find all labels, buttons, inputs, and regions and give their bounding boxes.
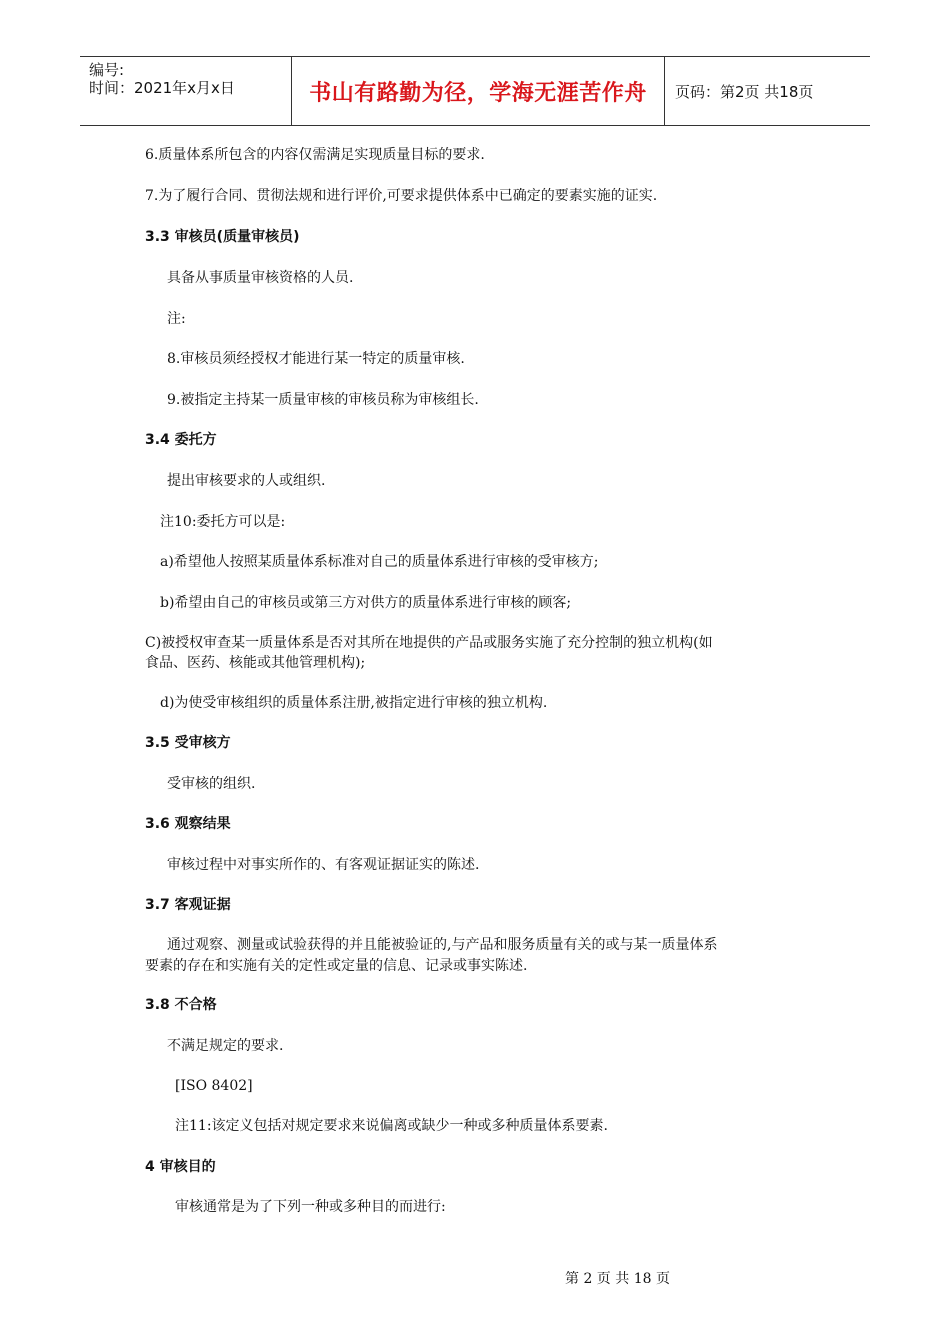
section-heading-4: 4 审核目的 — [145, 1159, 216, 1175]
body-line: 食品、医药、核能或其他管理机构); — [145, 655, 366, 671]
body-line: 通过观察、测量或试验获得的并且能被验证的,与产品和服务质量有关的或与某一质量体系 — [167, 937, 718, 953]
body-line: 不满足规定的要求. — [167, 1038, 284, 1054]
body-line: 审核过程中对事实所作的、有客观证据证实的陈述. — [167, 857, 480, 873]
doc-time-label: 时间：2021年x月x日 — [89, 79, 235, 97]
body-line: 审核通常是为了下列一种或多种目的而进行: — [175, 1199, 446, 1215]
body-line: 注10:委托方可以是: — [160, 514, 286, 530]
page-header — [80, 56, 870, 126]
doc-number-label: 编号: — [89, 61, 125, 79]
header-slogan: 书山有路勤为径，学海无涯苦作舟 — [292, 57, 665, 125]
section-heading-3-8: 3.8 不合格 — [145, 997, 217, 1013]
body-line: 7.为了履行合同、贯彻法规和进行评价,可要求提供体系中已确定的要素实施的证实. — [145, 188, 658, 204]
page-footer: 第 2 页 共 18 页 — [565, 1271, 670, 1287]
body-line: 6.质量体系所包含的内容仅需满足实现质量目标的要求. — [145, 147, 485, 163]
body-line: a)希望他人按照某质量体系标准对自己的质量体系进行审核的受审核方; — [160, 554, 599, 570]
body-line: 具备从事质量审核资格的人员. — [167, 270, 354, 286]
body-line: 注: — [167, 311, 186, 327]
body-line: 受审核的组织. — [167, 776, 256, 792]
section-heading-3-7: 3.7 客观证据 — [145, 897, 231, 913]
body-line: 要素的存在和实施有关的定性或定量的信息、记录或事实陈述. — [145, 958, 528, 974]
body-line: 提出审核要求的人或组织. — [167, 473, 326, 489]
body-line: d)为使受审核组织的质量体系注册,被指定进行审核的独立机构. — [160, 695, 548, 711]
body-line: b)希望由自己的审核员或第三方对供方的质量体系进行审核的顾客; — [160, 595, 572, 611]
header-page-info: 页码：第2页 共18页 — [675, 82, 814, 101]
section-heading-3-4: 3.4 委托方 — [145, 432, 217, 448]
note-line: 注11:该定义包括对规定要求来说偏离或缺少一种或多种质量体系要素. — [175, 1118, 608, 1134]
body-line: 8.审核员须经授权才能进行某一特定的质量审核. — [167, 351, 465, 367]
section-heading-3-6: 3.6 观察结果 — [145, 816, 231, 832]
body-line: 9.被指定主持某一质量审核的审核员称为审核组长. — [167, 392, 479, 408]
header-meta — [80, 57, 292, 125]
section-heading-3-5: 3.5 受审核方 — [145, 735, 231, 751]
reference: [ISO 8402] — [175, 1078, 253, 1094]
section-heading-3-3: 3.3 审核员(质量审核员) — [145, 229, 300, 245]
body-line: C)被授权审查某一质量体系是否对其所在地提供的产品或服务实施了充分控制的独立机构(如 — [145, 635, 713, 651]
